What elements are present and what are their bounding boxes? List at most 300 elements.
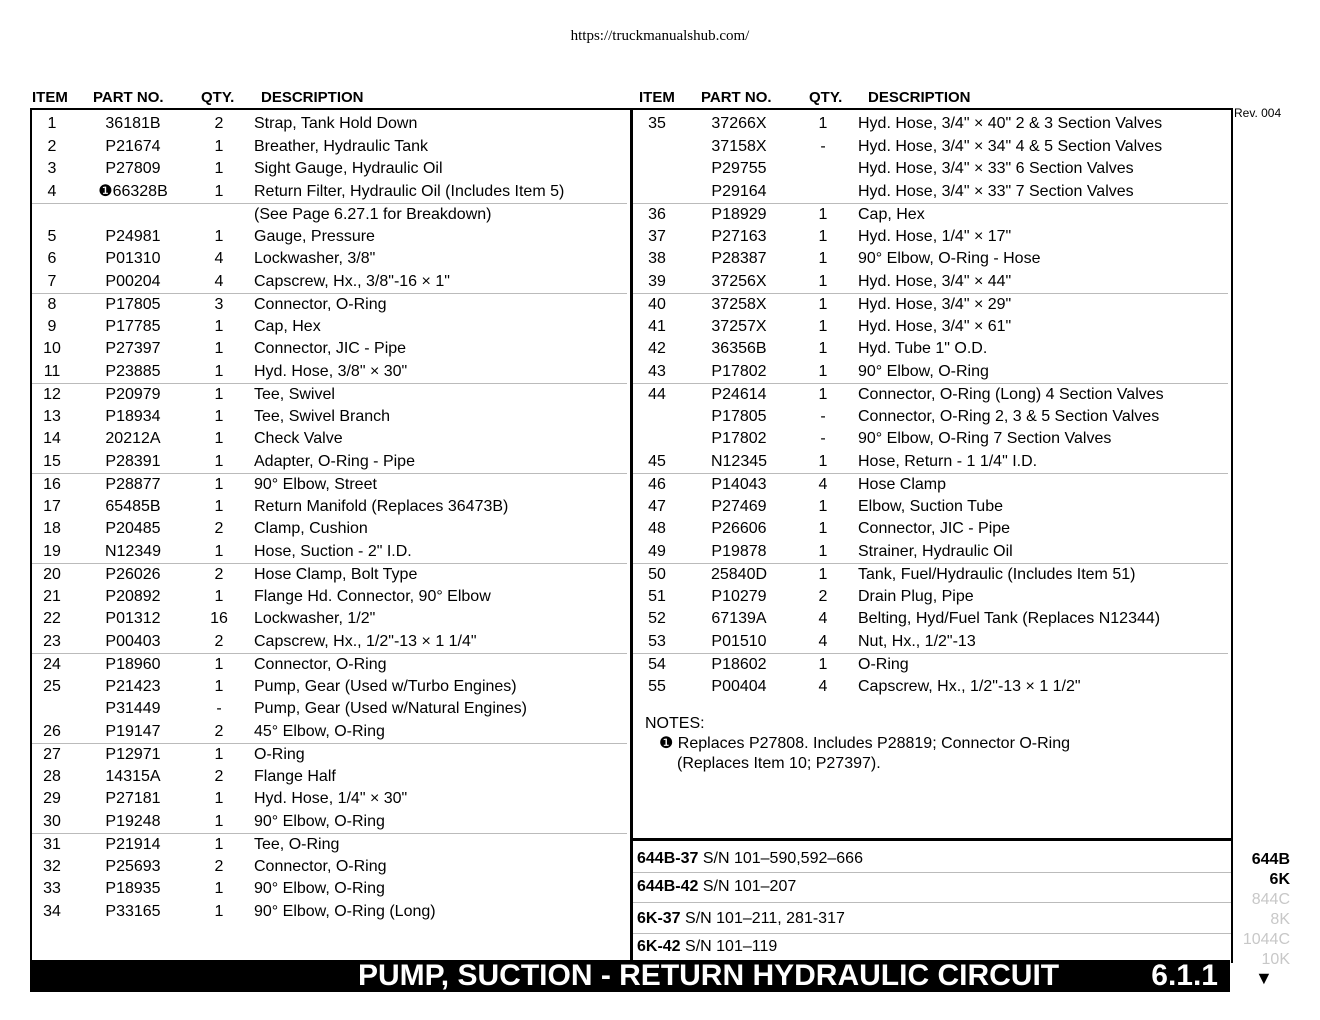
quantity: 1	[214, 407, 224, 425]
item-number: 39	[648, 272, 666, 290]
part-number: P19147	[105, 722, 161, 740]
table-row	[32, 856, 627, 879]
description: 90° Elbow, O-Ring - Hose	[858, 250, 1041, 267]
col-desc-header: DESCRIPTION	[261, 89, 364, 106]
table-row	[633, 158, 1228, 181]
quantity: 4	[214, 272, 224, 290]
table-row	[32, 788, 627, 811]
part-number: P27181	[105, 790, 161, 807]
description: Tee, Swivel Branch	[254, 407, 391, 425]
item-number: 34	[43, 902, 61, 920]
note-1-line-2: (Replaces Item 10; P27397).	[677, 755, 881, 772]
table-row	[32, 113, 627, 136]
table-row	[32, 136, 627, 159]
part-number: 36181B	[105, 115, 161, 132]
quantity: 1	[214, 812, 224, 830]
serial-line	[637, 850, 863, 868]
quantity: 1	[214, 386, 224, 403]
description: Hyd. Hose, 3/4" × 33" 6 Section Valves	[858, 160, 1134, 177]
item-number: 29	[43, 790, 61, 807]
table-row	[32, 473, 627, 497]
table-row	[633, 676, 1228, 699]
part-number: P20892	[105, 587, 161, 605]
description: O-Ring	[254, 746, 305, 763]
serial-range: S/N 101–119	[685, 938, 778, 955]
quantity: 2	[214, 857, 224, 875]
part-number: P28387	[711, 250, 767, 267]
item-number: 42	[648, 340, 666, 357]
part-number: P20979	[105, 386, 161, 403]
item-number: 11	[43, 362, 61, 380]
table-row	[32, 406, 627, 429]
table-row	[32, 428, 627, 451]
item-number: 20	[43, 566, 61, 583]
table-row	[32, 631, 627, 654]
part-number: N12349	[104, 542, 162, 560]
part-number: 36356B	[711, 340, 767, 357]
note-1-line-1: ❶ Replaces P27808. Includes P28819; Connector O-Ring	[659, 735, 1071, 752]
table-row	[32, 271, 627, 294]
part-number: P23885	[105, 362, 161, 380]
divider	[633, 902, 1231, 903]
serial-model: 6K-37	[637, 910, 681, 927]
table-row	[633, 563, 1228, 587]
item-number: 10	[43, 340, 61, 357]
description: Elbow, Suction Tube	[858, 497, 1003, 515]
part-number: P00404	[711, 677, 767, 695]
item-number: 19	[43, 542, 61, 560]
item-number: 51	[648, 587, 666, 605]
serial-model: 644B-37	[637, 850, 699, 867]
description: Hyd. Hose, 3/8" × 30"	[254, 362, 408, 380]
quantity: 3	[214, 296, 224, 313]
item-number: 40	[648, 296, 666, 313]
col-qty-header: QTY.	[201, 89, 235, 106]
part-number: P18602	[711, 656, 767, 673]
part-number: P01312	[105, 610, 161, 627]
quantity: 4	[818, 677, 828, 695]
quantity: -	[216, 700, 222, 717]
serial-line	[637, 910, 845, 928]
col-desc-header: DESCRIPTION	[868, 89, 971, 106]
item-number: 15	[43, 452, 61, 470]
description: Hose, Suction - 2" I.D.	[254, 542, 412, 560]
table-row	[32, 338, 627, 361]
table-row	[633, 653, 1228, 677]
revision-label: Rev. 004	[1234, 106, 1282, 120]
table-row	[32, 563, 627, 587]
description: Capscrew, Hx., 1/2"-13 × 1 1/2"	[858, 677, 1081, 695]
model-link-1044c[interactable]: 1044C	[1242, 931, 1290, 948]
part-number: 37158X	[711, 137, 767, 155]
quantity: 4	[818, 476, 828, 493]
notes-title: NOTES:	[645, 715, 705, 732]
part-number: P18929	[711, 206, 767, 223]
quantity: 1	[214, 587, 224, 605]
description: Cap, Hex	[858, 206, 925, 223]
item-number: 38	[648, 250, 666, 267]
table-row	[633, 428, 1228, 451]
table-row	[633, 316, 1228, 339]
item-number: 31	[43, 836, 61, 853]
quantity: 16	[210, 610, 228, 627]
table-row	[633, 203, 1228, 227]
part-number: P00204	[105, 272, 161, 290]
part-number: P19248	[105, 812, 161, 830]
part-number: P26026	[105, 566, 161, 583]
quantity: 1	[818, 497, 828, 515]
quantity: 1	[214, 227, 224, 245]
description: Lockwasher, 3/8"	[254, 250, 376, 267]
quantity: 4	[818, 632, 828, 650]
item-number: 55	[648, 677, 666, 695]
part-number: P17785	[105, 317, 161, 335]
table-row	[32, 316, 627, 339]
serial-range: S/N 101–590,592–666	[702, 850, 863, 867]
item-number: 23	[43, 632, 61, 650]
table-row	[32, 878, 627, 901]
part-number: P28391	[105, 452, 161, 470]
part-number: 37258X	[711, 296, 767, 313]
quantity: 1	[214, 542, 224, 560]
part-number: 20212A	[105, 430, 161, 447]
table-row	[32, 653, 627, 677]
item-number: 6	[47, 250, 57, 267]
description: Connector, O-Ring	[254, 656, 387, 673]
table-row	[32, 518, 627, 541]
table-row	[32, 248, 627, 271]
item-number: 28	[43, 767, 61, 785]
item-number: 3	[47, 160, 57, 177]
description: Clamp, Cushion	[254, 520, 368, 537]
quantity: 1	[818, 272, 828, 290]
description: Gauge, Pressure	[254, 227, 375, 245]
item-number: 8	[47, 296, 57, 313]
part-number: P24614	[711, 386, 767, 403]
col-qty-header: QTY.	[809, 89, 843, 106]
description: Sight Gauge, Hydraulic Oil	[254, 160, 443, 177]
header-url: https://truckmanualshub.com/	[570, 28, 750, 44]
item-number: 43	[648, 362, 666, 380]
description: Capscrew, Hx., 3/8"-16 × 1"	[254, 272, 450, 290]
description: Lockwasher, 1/2"	[254, 610, 376, 627]
description: Connector, O-Ring	[254, 296, 387, 313]
table-row	[32, 496, 627, 519]
col-part-header: PART NO.	[701, 89, 772, 106]
col-part-header: PART NO.	[93, 89, 164, 106]
description: 90° Elbow, O-Ring	[254, 812, 385, 830]
description: Hyd. Hose, 3/4" × 34" 4 & 5 Section Valves	[858, 137, 1163, 155]
table-row	[633, 113, 1228, 136]
table-row	[32, 721, 627, 744]
table-row	[32, 676, 627, 699]
table-row	[633, 496, 1228, 519]
part-number: P31449	[105, 700, 161, 717]
description: O-Ring	[858, 656, 909, 673]
quantity: 1	[214, 656, 224, 673]
parts-table-left	[30, 108, 630, 962]
description: (See Page 6.27.1 for Breakdown)	[254, 206, 492, 223]
part-number: P33165	[105, 902, 161, 920]
quantity: 1	[818, 362, 828, 380]
description: 90° Elbow, Street	[254, 476, 377, 493]
table-row	[32, 226, 627, 249]
quantity: 2	[214, 722, 224, 740]
table-row	[633, 136, 1228, 159]
table-row	[633, 338, 1228, 361]
description: Flange Hd. Connector, 90° Elbow	[254, 587, 491, 605]
table-row	[633, 451, 1228, 474]
item-number: 16	[43, 476, 61, 493]
part-number: P21914	[105, 836, 161, 853]
item-number: 35	[648, 115, 666, 132]
item-number: 7	[47, 272, 57, 290]
part-number: P27809	[105, 160, 161, 177]
quantity: 1	[818, 452, 828, 470]
item-number: 54	[648, 656, 666, 673]
item-number: 12	[43, 386, 61, 403]
right-column-headers	[630, 89, 1230, 109]
part-number: 37266X	[711, 115, 767, 132]
table-row	[633, 293, 1228, 317]
quantity: 1	[818, 227, 828, 245]
item-number: 50	[648, 566, 666, 583]
table-row	[633, 541, 1228, 564]
item-number: 41	[648, 317, 666, 335]
table-row	[32, 586, 627, 609]
description: Hyd. Hose, 1/4" × 17"	[858, 227, 1012, 245]
table-row	[633, 361, 1228, 384]
description: Flange Half	[254, 767, 336, 785]
item-number: 22	[43, 610, 61, 627]
part-number: P18934	[105, 407, 161, 425]
table-row	[633, 586, 1228, 609]
description: Connector, O-Ring (Long) 4 Section Valves	[858, 386, 1164, 403]
quantity: -	[820, 137, 826, 155]
description: Hyd. Hose, 1/4" × 30"	[254, 790, 408, 807]
description: Tee, Swivel	[254, 386, 335, 403]
quantity: 2	[214, 767, 224, 785]
quantity: 1	[214, 476, 224, 493]
section-number: 6.1.1	[1151, 959, 1218, 992]
model-link-8k[interactable]: 8K	[1270, 911, 1290, 928]
quantity: 1	[214, 677, 224, 695]
table-row	[32, 698, 627, 721]
description: Tank, Fuel/Hydraulic (Includes Item 51)	[858, 566, 1136, 583]
description: Breather, Hydraulic Tank	[254, 137, 429, 155]
description: Connector, O-Ring 2, 3 & 5 Section Valves	[858, 407, 1160, 425]
quantity: 4	[818, 610, 828, 627]
description: Cap, Hex	[254, 317, 321, 335]
item-number: 52	[648, 610, 666, 627]
quantity: 1	[818, 206, 828, 223]
item-number: 2	[47, 137, 57, 155]
serial-number-box	[630, 838, 1233, 963]
table-row	[32, 158, 627, 181]
quantity: 1	[214, 137, 224, 155]
item-number: 13	[43, 407, 61, 425]
part-number: N12345	[710, 452, 768, 470]
item-number: 27	[43, 746, 61, 763]
table-row	[32, 766, 627, 789]
table-row	[633, 248, 1228, 271]
description: Hose, Return - 1 1/4" I.D.	[858, 452, 1038, 470]
table-row	[633, 473, 1228, 497]
quantity: 1	[818, 566, 828, 583]
model-link-644b[interactable]: 644B	[1251, 851, 1290, 868]
part-number: P18960	[105, 656, 161, 673]
table-row	[633, 631, 1228, 654]
part-number: 37256X	[711, 272, 767, 290]
item-number: 18	[43, 520, 61, 537]
quantity: 1	[818, 542, 828, 560]
quantity: 1	[214, 362, 224, 380]
quantity: -	[820, 407, 826, 425]
part-number: P17802	[711, 362, 767, 380]
part-number: ❶66328B	[98, 182, 168, 200]
item-number: 49	[648, 542, 666, 560]
table-row	[633, 518, 1228, 541]
quantity: 1	[818, 250, 828, 267]
description: Check Valve	[254, 430, 343, 447]
model-link-6k[interactable]: 6K	[1269, 871, 1290, 888]
quantity: 2	[214, 566, 224, 583]
part-number: P17802	[711, 430, 767, 447]
model-index	[1230, 850, 1290, 970]
quantity: 1	[818, 340, 828, 357]
item-number: 53	[648, 632, 666, 650]
part-number: P21674	[105, 137, 161, 155]
part-number: 14315A	[105, 767, 161, 785]
quantity: 1	[214, 340, 224, 357]
quantity: 2	[818, 587, 828, 605]
quantity: 1	[214, 317, 224, 335]
description: Connector, JIC - Pipe	[254, 340, 407, 357]
table-row	[633, 608, 1228, 631]
title-bar	[30, 960, 1230, 992]
quantity: 1	[214, 497, 224, 515]
serial-range: S/N 101–207	[702, 878, 797, 895]
description: 90° Elbow, O-Ring (Long)	[254, 902, 436, 920]
quantity: -	[820, 430, 826, 447]
quantity: 1	[214, 880, 224, 897]
part-number: P18935	[105, 880, 161, 897]
part-number: P12971	[105, 746, 161, 763]
quantity: 2	[214, 632, 224, 650]
quantity: 1	[818, 386, 828, 403]
description: Hose Clamp	[858, 476, 947, 493]
item-number: 33	[43, 880, 61, 897]
item-number: 26	[43, 722, 61, 740]
description: 90° Elbow, O-Ring	[858, 362, 989, 380]
table-row	[32, 451, 627, 474]
serial-line	[637, 878, 796, 896]
description: 90° Elbow, O-Ring	[254, 880, 385, 897]
item-number: 17	[43, 497, 61, 515]
table-row	[633, 181, 1228, 204]
item-number: 24	[43, 656, 61, 673]
quantity: 1	[214, 160, 224, 177]
quantity: 1	[214, 430, 224, 447]
table-row	[633, 383, 1228, 407]
quantity: 1	[818, 296, 828, 313]
part-number: P26606	[711, 520, 767, 537]
description: Strainer, Hydraulic Oil	[858, 542, 1013, 560]
next-page-arrow-icon[interactable]: ▼	[1255, 968, 1273, 988]
description: Return Manifold (Replaces 36473B)	[254, 497, 509, 515]
description: Hyd. Hose, 3/4" × 61"	[858, 317, 1012, 335]
item-number: 32	[43, 857, 61, 875]
col-item-header: ITEM	[639, 89, 675, 106]
description: Hyd. Hose, 3/4" × 44"	[858, 272, 1012, 290]
table-row	[32, 541, 627, 564]
part-number: P00403	[105, 632, 161, 650]
table-row	[32, 293, 627, 317]
description: Strap, Tank Hold Down	[254, 115, 418, 132]
item-number: 48	[648, 520, 666, 537]
item-number: 4	[47, 182, 57, 200]
description: Connector, JIC - Pipe	[858, 520, 1011, 537]
description: Return Filter, Hydraulic Oil (Includes Item 5)	[254, 182, 565, 200]
item-number: 25	[43, 677, 61, 695]
description: Hose Clamp, Bolt Type	[254, 566, 418, 583]
part-number: P21423	[105, 677, 161, 695]
item-number: 45	[648, 452, 666, 470]
part-number: P27469	[711, 497, 767, 515]
quantity: 2	[214, 115, 224, 132]
part-number: P24981	[105, 227, 161, 245]
page-title: PUMP, SUCTION - RETURN HYDRAULIC CIRCUIT	[358, 959, 1060, 992]
quantity: 4	[214, 250, 224, 267]
description: Hyd. Tube 1" O.D.	[858, 340, 988, 357]
quantity: 1	[818, 656, 828, 673]
part-number: 67139A	[711, 610, 767, 627]
part-number: P29164	[711, 182, 767, 200]
description: Pump, Gear (Used w/Turbo Engines)	[254, 677, 517, 695]
model-link-10k[interactable]: 10K	[1261, 951, 1290, 968]
part-number: P17805	[711, 407, 767, 425]
model-link-844c[interactable]: 844C	[1251, 891, 1290, 908]
table-row	[32, 181, 627, 204]
quantity: 2	[214, 520, 224, 537]
part-number: P19878	[711, 542, 767, 560]
item-number: 1	[47, 115, 57, 132]
table-row	[32, 608, 627, 631]
description: Adapter, O-Ring - Pipe	[254, 452, 415, 470]
description: Hyd. Hose, 3/4" × 29"	[858, 296, 1012, 313]
table-row	[633, 226, 1228, 249]
notes	[645, 714, 1070, 774]
quantity: 1	[818, 317, 828, 335]
quantity: 1	[818, 115, 828, 132]
item-number: 5	[47, 227, 57, 245]
quantity: 1	[214, 790, 224, 807]
description: Drain Plug, Pipe	[858, 587, 974, 605]
quantity: 1	[214, 182, 224, 200]
item-number: 44	[648, 386, 666, 403]
item-number: 14	[43, 430, 61, 447]
divider	[633, 933, 1231, 934]
description: Connector, O-Ring	[254, 857, 387, 875]
part-number: P27397	[105, 340, 161, 357]
part-number: 37257X	[711, 317, 767, 335]
quantity: 1	[214, 836, 224, 853]
item-number: 30	[43, 812, 61, 830]
item-number: 21	[43, 587, 61, 605]
part-number: P01510	[711, 632, 767, 650]
col-item-header: ITEM	[32, 89, 68, 106]
item-number: 36	[648, 206, 666, 223]
